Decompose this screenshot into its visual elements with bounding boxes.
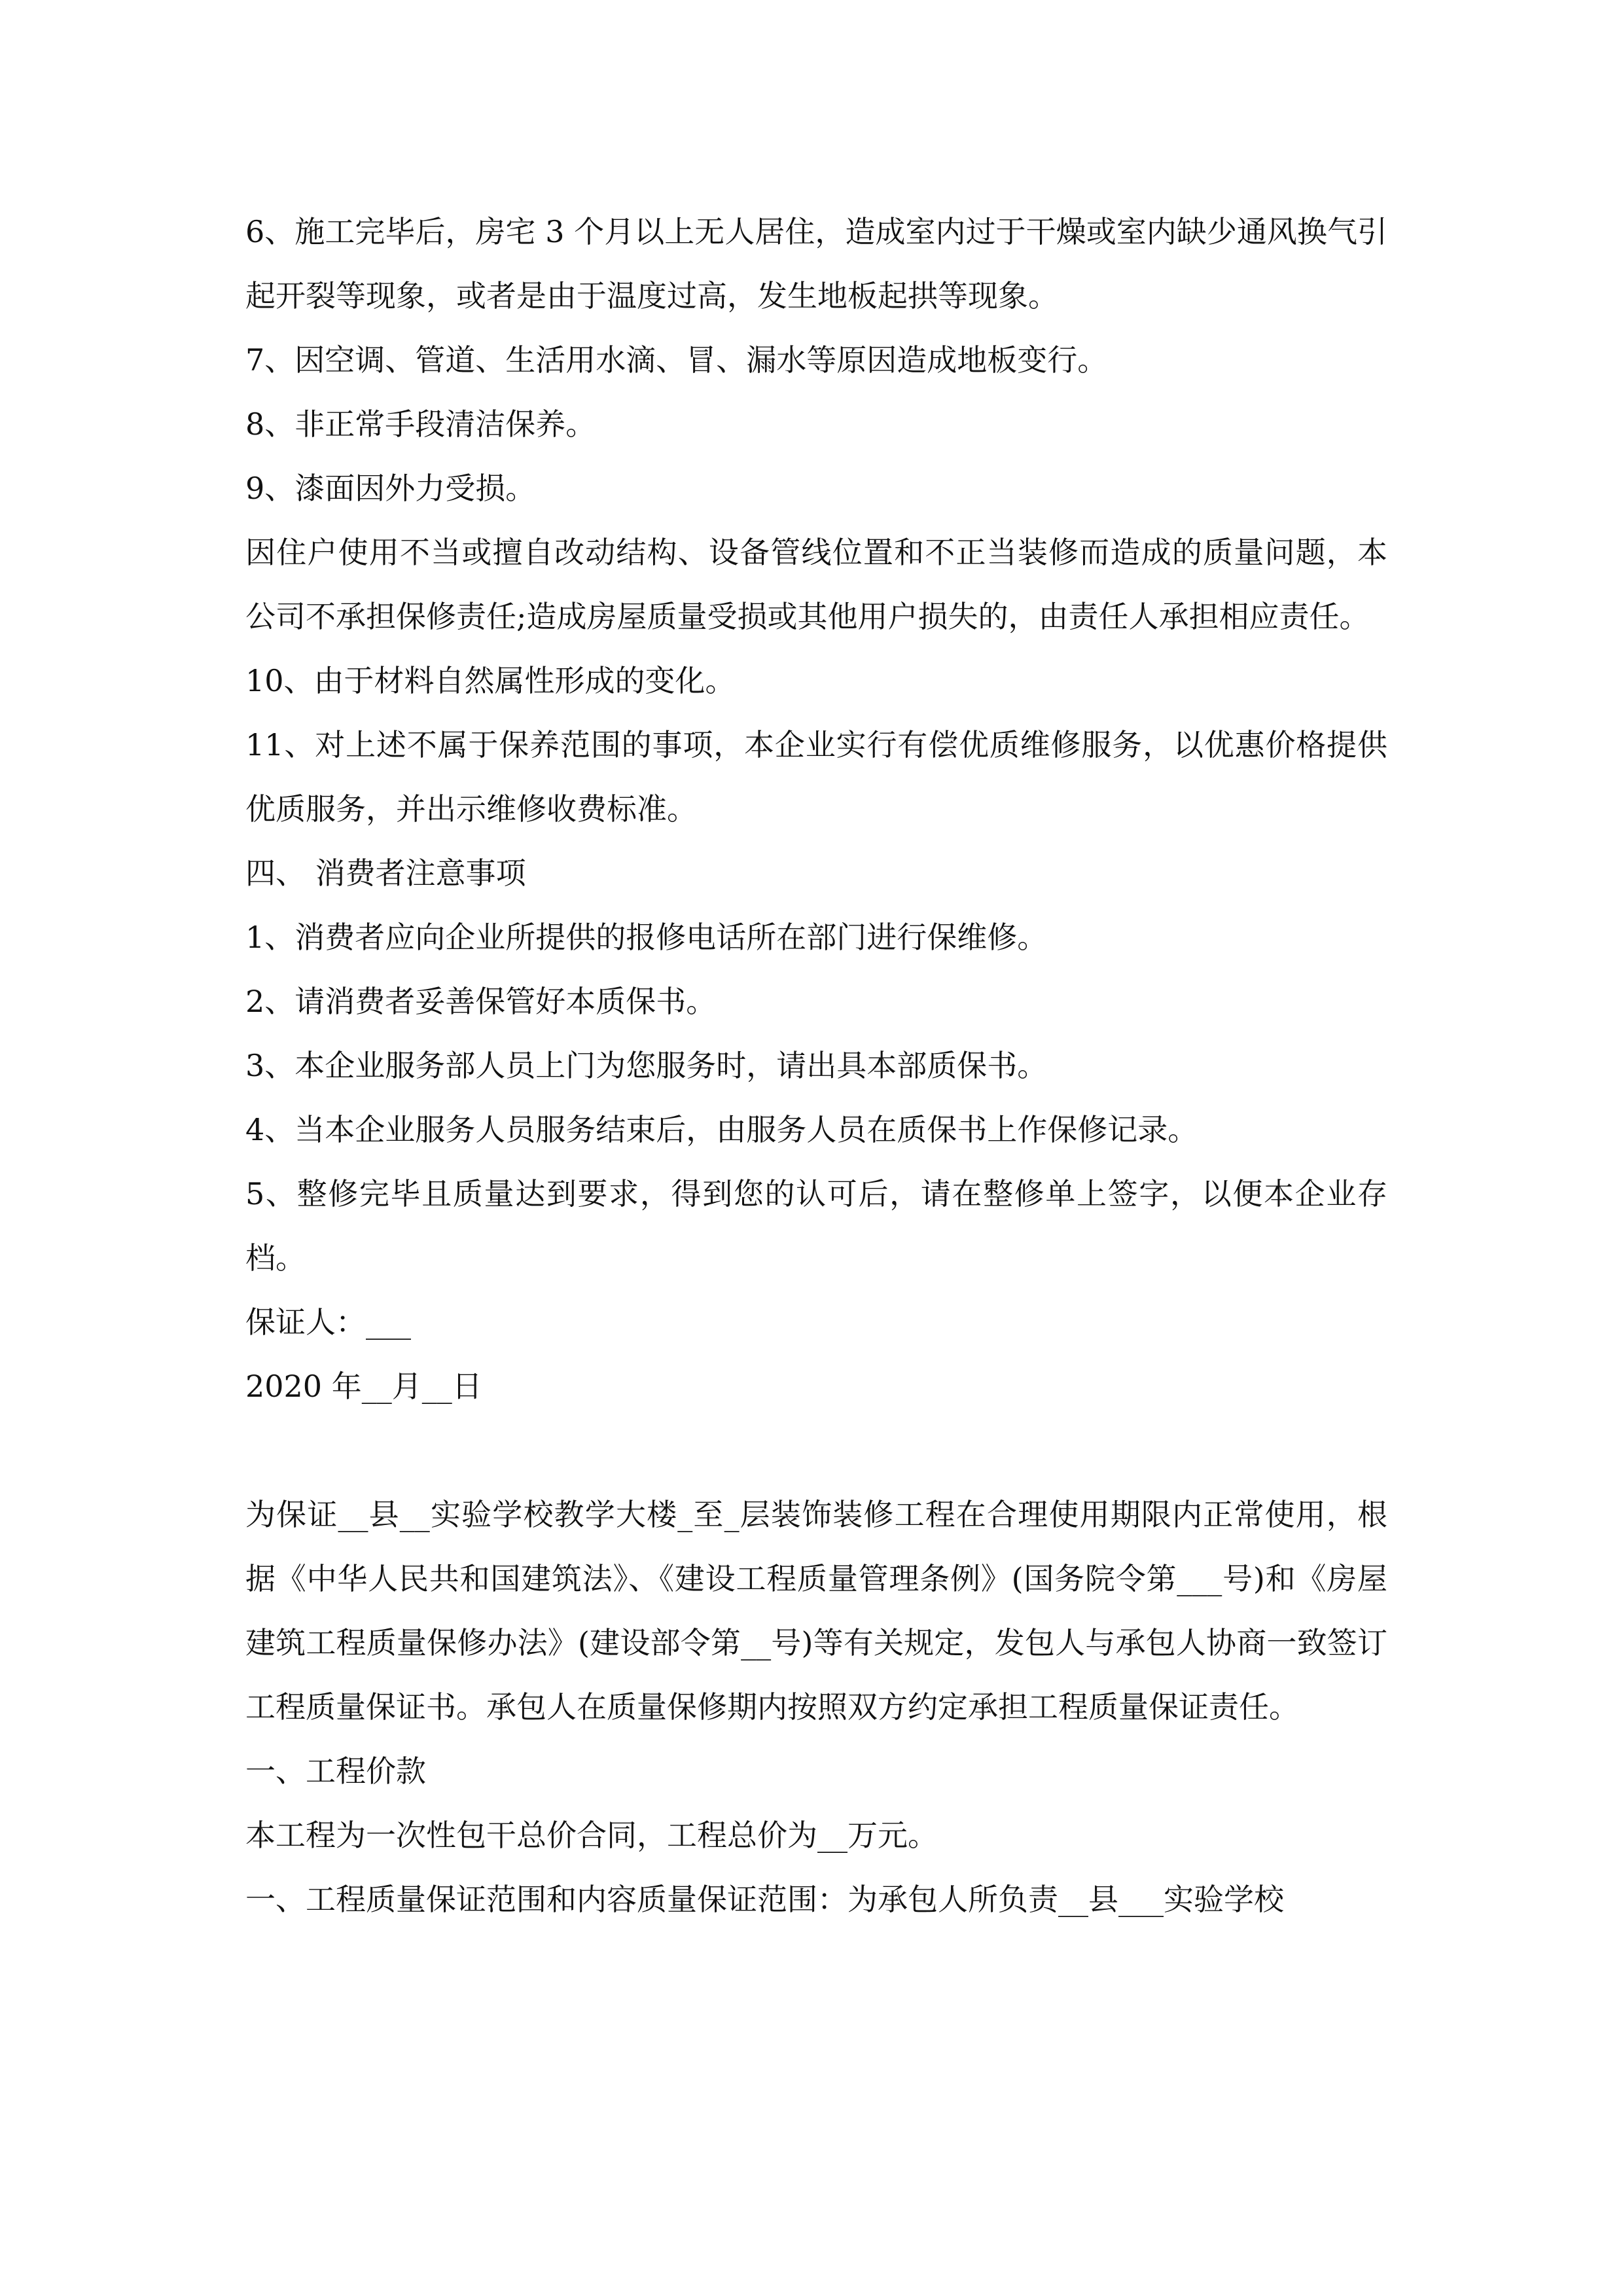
paragraph-item-8: 8、非正常手段清洁保养。 (245, 406, 596, 442)
paragraph-item-9: 9、漆面因外力受损。 (245, 471, 536, 506)
paragraph-item-11: 11、对上述不属于保养范围的事项，本企业实行有偿优质维修服务，以优惠价格提供优质服务，并出示维修收费标准。 (245, 727, 1387, 827)
consumer-note-2: 2、请消费者妥善保管好本质保书。 (245, 984, 717, 1019)
section-heading-guarantee-scope: 一、工程质量保证范围和内容质量保证范围：为承包人所负责__县___实验学校 (245, 1882, 1284, 1917)
consumer-note-4: 4、当本企业服务人员服务结束后，由服务人员在质保书上作保修记录。 (245, 1112, 1198, 1147)
document-body (245, 200, 1387, 1931)
consumer-note-5: 5、整修完毕且质量达到要求，得到您的认可后，请在整修单上签字，以便本企业存档。 (245, 1176, 1387, 1276)
guarantee-intro-paragraph: 为保证__县__实验学校教学大楼_至_层装饰装修工程在合理使用期限内正常使用，根据《中华人民共和国建筑法》、《建设工程质量管理条例》(国务院令第___号)和《房屋建筑工程质量保修办法》(建设部令第__号)等有关规定，发包人与承包人协商一致签订工程质量保证书。承包人在质量保修期内按照双方约定承担工程质量保证责任。 (245, 1497, 1387, 1725)
consumer-note-3: 3、本企业服务部人员上门为您服务时，请出具本部质保书。 (245, 1048, 1048, 1083)
section-heading-project-price: 一、工程价款 (245, 1753, 426, 1789)
blank-line (245, 1418, 1387, 1482)
paragraph-liability-note: 因住户使用不当或擅自改动结构、设备管线位置和不正当装修而造成的质量问题，本公司不承担保修责任;造成房屋质量受损或其他用户损失的，由责任人承担相应责任。 (245, 535, 1387, 634)
paragraph-item-6: 6、施工完毕后，房宅 3 个月以上无人居住，造成室内过于干燥或室内缺少通风换气引起开裂等现象，或者是由于温度过高，发生地板起拱等现象。 (245, 214, 1387, 314)
date-line: 2020 年__月__日 (245, 1369, 482, 1404)
guarantor-line: 保证人：___ (245, 1304, 411, 1340)
section-heading-consumer-notes: 四、 消费者注意事项 (245, 855, 526, 891)
project-price-paragraph: 本工程为一次性包干总价合同，工程总价为__万元。 (245, 1818, 938, 1853)
paragraph-item-7: 7、因空调、管道、生活用水滴、冒、漏水等原因造成地板变行。 (245, 342, 1108, 378)
paragraph-item-10: 10、由于材料自然属性形成的变化。 (245, 663, 736, 698)
consumer-note-1: 1、消费者应向企业所提供的报修电话所在部门进行保维修。 (245, 920, 1048, 955)
